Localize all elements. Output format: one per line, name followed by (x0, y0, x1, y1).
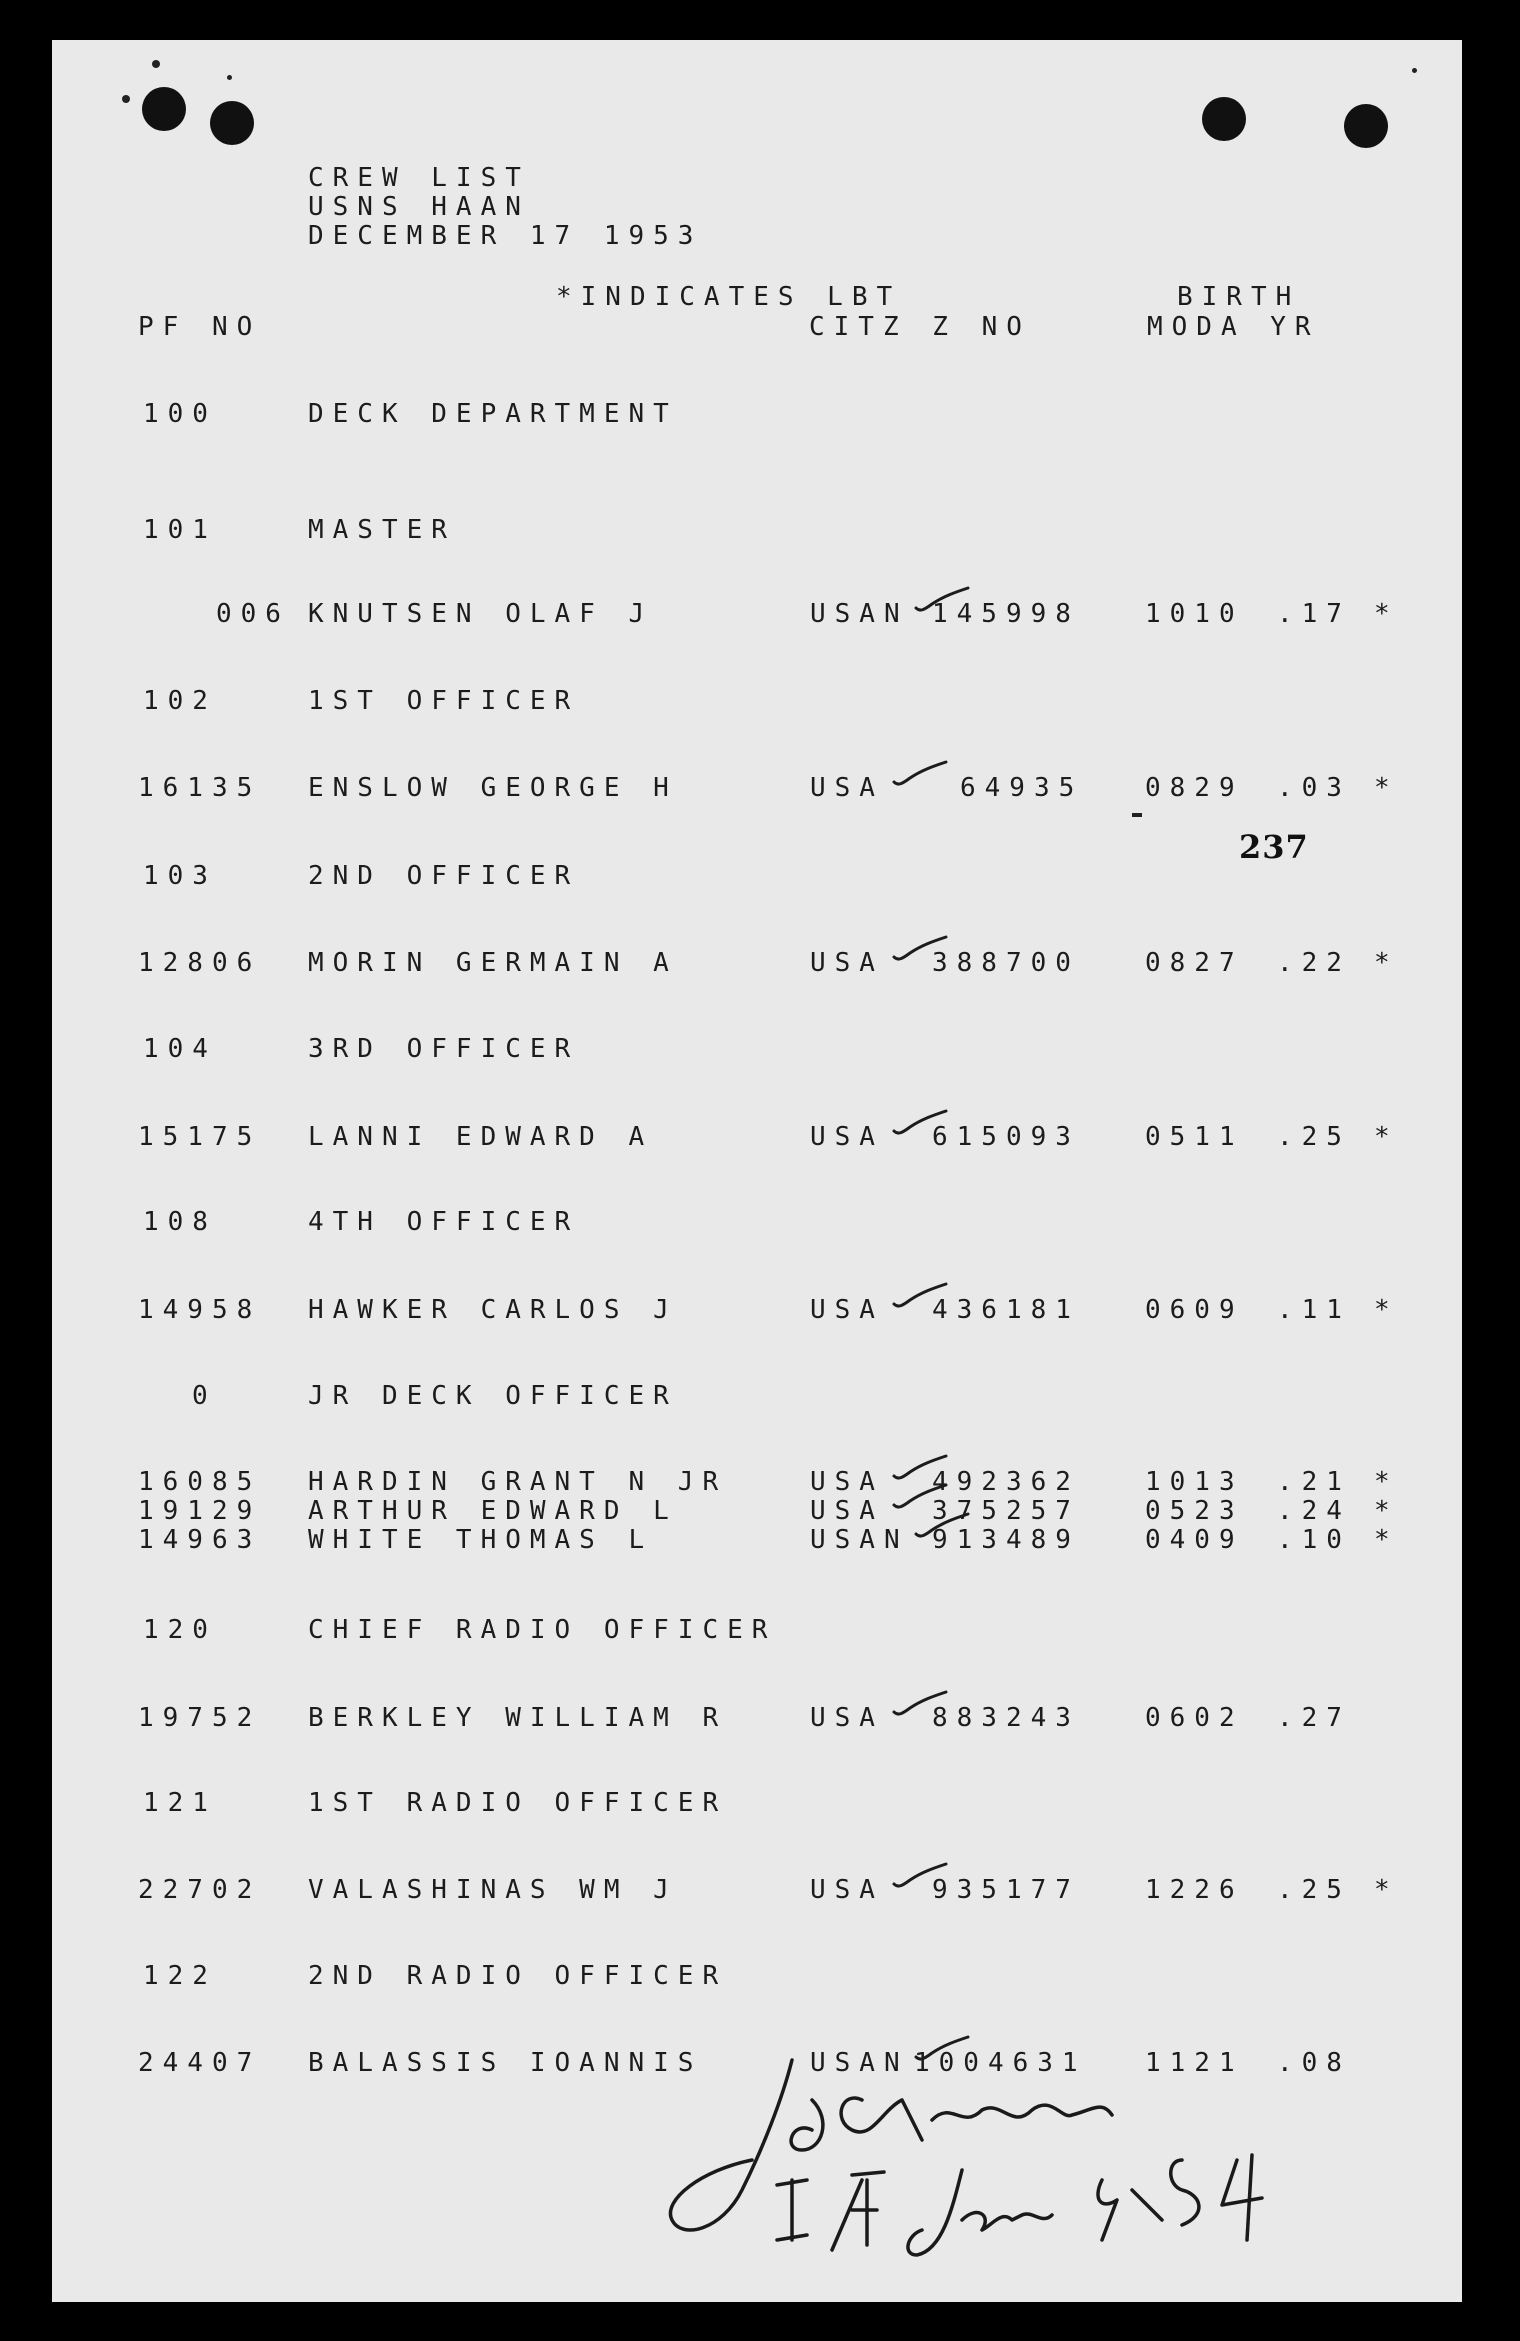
crew-name: KNUTSEN OLAF J (308, 599, 654, 629)
handwritten-signature (662, 2040, 1422, 2280)
punch-hole-icon (142, 87, 186, 131)
checkmark-icon (914, 586, 970, 616)
position-code: 101 (143, 515, 217, 545)
crew-citizenship: USA (810, 1875, 884, 1905)
crew-name: VALASHINAS WM J (308, 1875, 678, 1905)
document-page (52, 40, 1462, 2302)
crew-citizenship: USAN (810, 599, 909, 629)
crew-birth-yr: .21 (1277, 1467, 1351, 1497)
crew-pf-no: 22702 (138, 1875, 262, 1905)
crew-citizenship: USA (810, 1295, 884, 1325)
position-code: 102 (143, 686, 217, 716)
crew-birth-moda: 1226 (1145, 1875, 1244, 1905)
crew-birth-moda: 0827 (1145, 948, 1244, 978)
crew-name: BALASSIS IOANNIS (308, 2048, 703, 2078)
pf-no-header: PF NO (138, 312, 262, 342)
crew-name: HARDIN GRANT N JR (308, 1467, 728, 1497)
checkmark-icon (892, 1109, 948, 1139)
crew-lbt-marker: * (1374, 599, 1399, 629)
crew-birth-yr: .10 (1277, 1525, 1351, 1555)
position-title: 3RD OFFICER (308, 1034, 580, 1064)
crew-z-number: 935177 (932, 1875, 1080, 1905)
checkmark-icon (892, 1483, 948, 1513)
position-code: 121 (143, 1788, 217, 1818)
punch-hole-icon (1202, 97, 1246, 141)
header-line-1: CREW LIST (308, 163, 530, 193)
crew-pf-no: 16135 (138, 773, 262, 803)
crew-birth-yr: .25 (1277, 1122, 1351, 1152)
crew-citizenship: USA (810, 1122, 884, 1152)
checkmark-icon (892, 1282, 948, 1312)
crew-pf-no: 006 (216, 599, 290, 629)
crew-birth-moda: 1121 (1145, 2048, 1244, 2078)
crew-pf-no: 16085 (138, 1467, 262, 1497)
header-line-2: USNS HAAN (308, 192, 530, 222)
crew-birth-yr: .08 (1277, 2048, 1351, 2078)
crew-birth-yr: .27 (1277, 1703, 1351, 1733)
checkmark-icon (892, 935, 948, 965)
crew-z-number: 436181 (932, 1295, 1080, 1325)
crew-birth-moda: 0602 (1145, 1703, 1244, 1733)
moda-yr-header: MODA YR (1147, 312, 1320, 342)
crew-z-number: 145998 (932, 599, 1080, 629)
crew-name: LANNI EDWARD A (308, 1122, 654, 1152)
position-code: 104 (143, 1034, 217, 1064)
punch-hole-icon (1344, 104, 1388, 148)
position-title: 2ND OFFICER (308, 861, 580, 891)
crew-z-number: 913489 (932, 1525, 1080, 1555)
crew-birth-yr: .17 (1277, 599, 1351, 629)
crew-name: HAWKER CARLOS J (308, 1295, 678, 1325)
ink-mark (1132, 813, 1142, 817)
crew-lbt-marker: * (1374, 773, 1399, 803)
crew-birth-yr: .03 (1277, 773, 1351, 803)
position-code: 122 (143, 1961, 217, 1991)
crew-name: ENSLOW GEORGE H (308, 773, 678, 803)
checkmark-icon (892, 760, 948, 790)
crew-birth-moda: 1013 (1145, 1467, 1244, 1497)
crew-birth-yr: .24 (1277, 1496, 1351, 1526)
crew-pf-no: 14958 (138, 1295, 262, 1325)
crew-z-number: 388700 (932, 948, 1080, 978)
crew-name: WHITE THOMAS L (308, 1525, 654, 1555)
crew-pf-no: 19752 (138, 1703, 262, 1733)
crew-birth-moda: 0523 (1145, 1496, 1244, 1526)
crew-citizenship: USA (810, 1703, 884, 1733)
crew-lbt-marker: * (1374, 1295, 1399, 1325)
crew-lbt-marker: * (1374, 1525, 1399, 1555)
crew-z-number: 615093 (932, 1122, 1080, 1152)
citz-header: CITZ Z NO (809, 312, 1031, 342)
crew-name: BERKLEY WILLIAM R (308, 1703, 728, 1733)
crew-birth-moda: 1010 (1145, 599, 1244, 629)
crew-citizenship: USAN (810, 1525, 909, 1555)
crew-z-number: 492362 (932, 1467, 1080, 1497)
position-title: 2ND RADIO OFFICER (308, 1961, 728, 1991)
checkmark-icon (892, 1862, 948, 1892)
position-title: 4TH OFFICER (308, 1207, 580, 1237)
crew-pf-no: 15175 (138, 1122, 262, 1152)
position-code: 120 (143, 1615, 217, 1645)
crew-pf-no: 14963 (138, 1525, 262, 1555)
crew-z-number: 883243 (932, 1703, 1080, 1733)
crew-birth-moda: 0609 (1145, 1295, 1244, 1325)
position-code: 108 (143, 1207, 217, 1237)
checkmark-icon (914, 1512, 970, 1542)
crew-citizenship: USA (810, 948, 884, 978)
crew-birth-yr: .11 (1277, 1295, 1351, 1325)
header-line-3: DECEMBER 17 1953 (308, 221, 703, 251)
department-name: DECK DEPARTMENT (308, 399, 678, 429)
checkmark-icon (892, 1454, 948, 1484)
crew-pf-no: 12806 (138, 948, 262, 978)
crew-lbt-marker: * (1374, 1875, 1399, 1905)
crew-lbt-marker: * (1374, 948, 1399, 978)
crew-birth-moda: 0409 (1145, 1525, 1244, 1555)
position-code: 103 (143, 861, 217, 891)
crew-lbt-marker: * (1374, 1496, 1399, 1526)
crew-z-number: 64935 (960, 773, 1084, 803)
crew-lbt-marker: * (1374, 1122, 1399, 1152)
crew-pf-no: 24407 (138, 2048, 262, 2078)
crew-lbt-marker: * (1374, 1467, 1399, 1497)
crew-z-number: 375257 (932, 1496, 1080, 1526)
crew-name: ARTHUR EDWARD L (308, 1496, 678, 1526)
ink-speck (227, 75, 232, 80)
page-number: 237 (1239, 828, 1309, 866)
ink-speck (152, 60, 160, 68)
crew-birth-moda: 0511 (1145, 1122, 1244, 1152)
ink-speck (1412, 68, 1417, 73)
crew-z-number: 1004631 (914, 2048, 1087, 2078)
position-title: CHIEF RADIO OFFICER (308, 1615, 777, 1645)
lbt-legend: *INDICATES LBT (556, 282, 902, 312)
crew-birth-moda: 0829 (1145, 773, 1244, 803)
punch-hole-icon (210, 101, 254, 145)
position-title: MASTER (308, 515, 456, 545)
crew-birth-yr: .22 (1277, 948, 1351, 978)
crew-citizenship: USAN (810, 2048, 909, 2078)
position-title: JR DECK OFFICER (308, 1381, 678, 1411)
crew-citizenship: USA (810, 1467, 884, 1497)
crew-citizenship: USA (810, 1496, 884, 1526)
ink-speck (122, 95, 130, 103)
crew-citizenship: USA (810, 773, 884, 803)
position-code: 0 (192, 1381, 217, 1411)
birth-header: BIRTH (1177, 282, 1301, 312)
checkmark-icon (892, 1690, 948, 1720)
crew-name: MORIN GERMAIN A (308, 948, 678, 978)
position-title: 1ST RADIO OFFICER (308, 1788, 728, 1818)
department-code: 100 (143, 399, 217, 429)
crew-pf-no: 19129 (138, 1496, 262, 1526)
crew-birth-yr: .25 (1277, 1875, 1351, 1905)
position-title: 1ST OFFICER (308, 686, 580, 716)
